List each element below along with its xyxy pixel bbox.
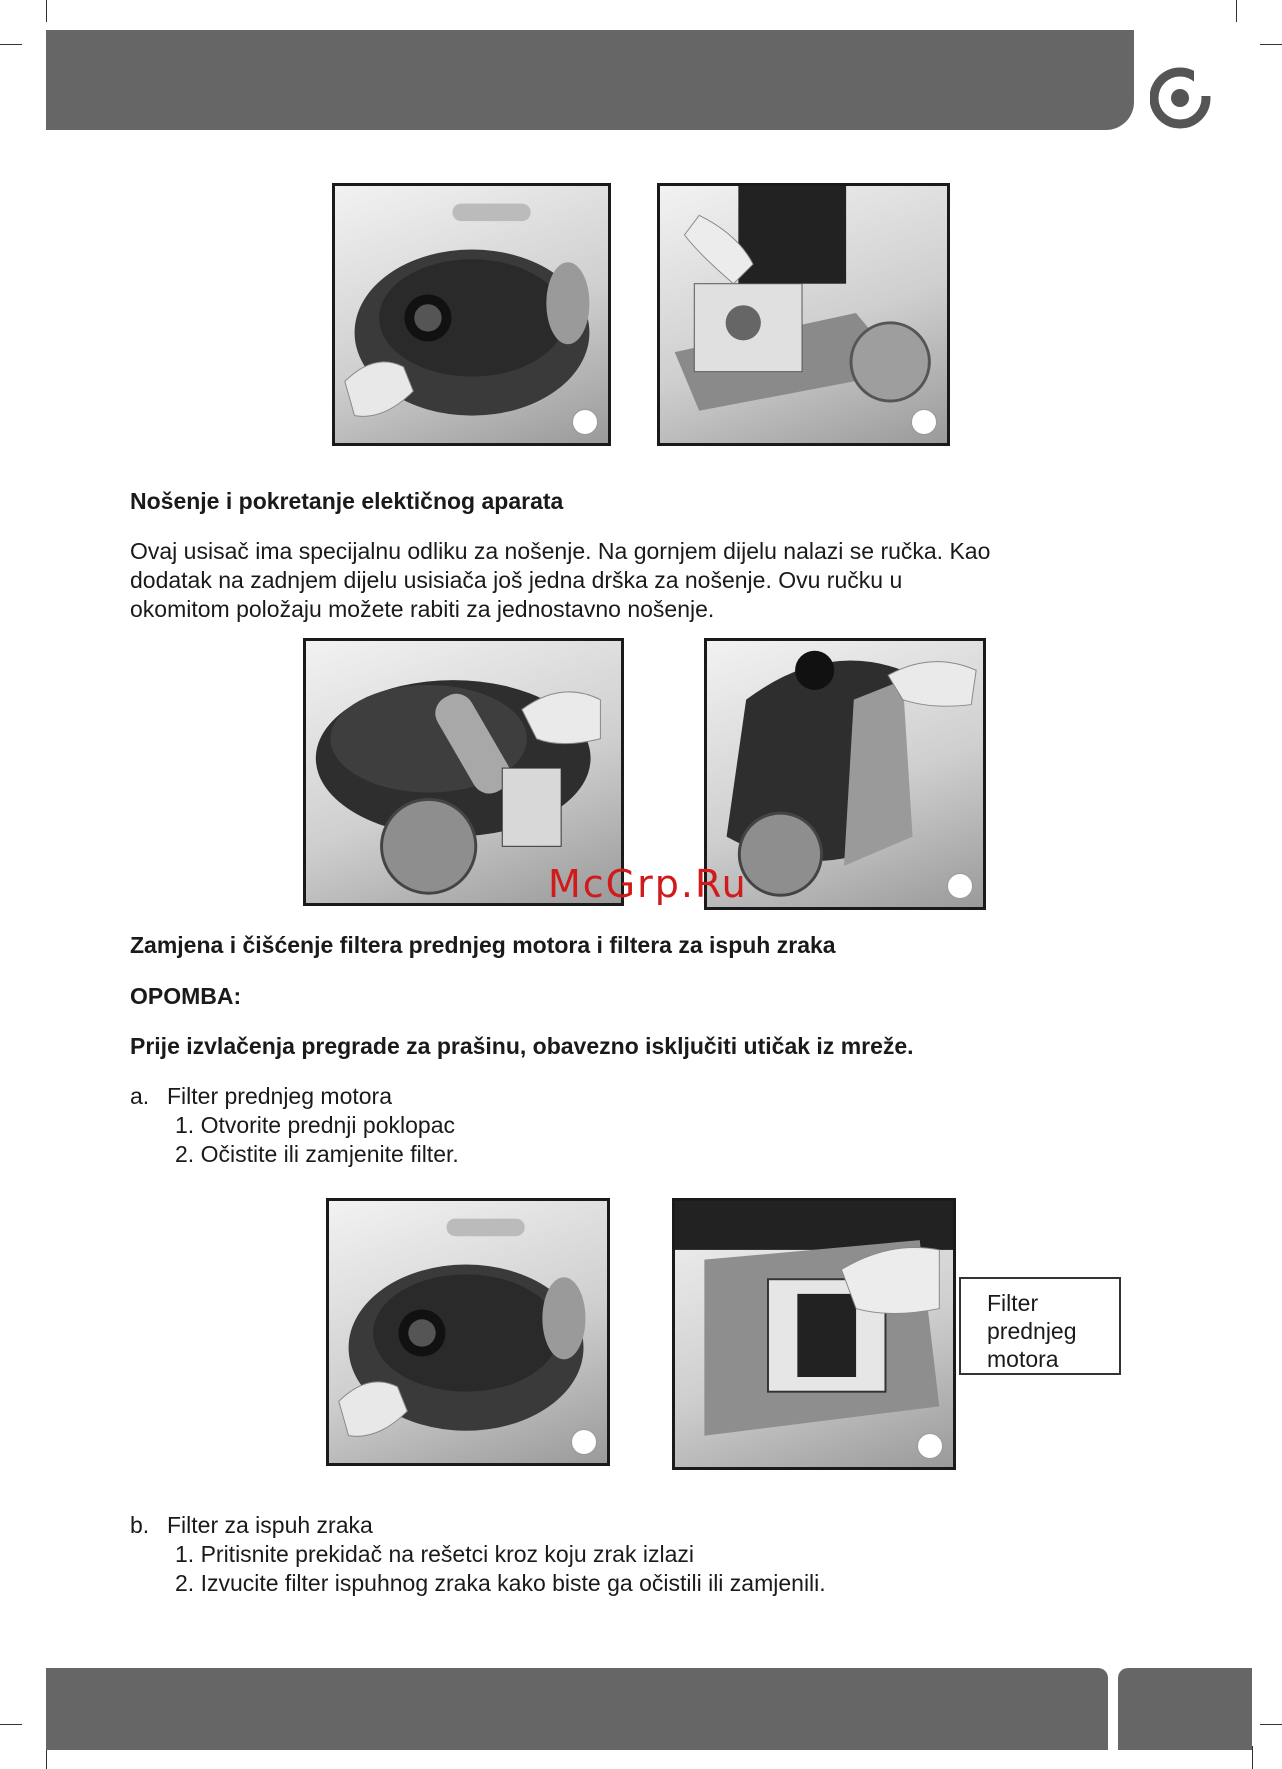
list-item-title: Filter za ispuh zraka [167,1512,373,1538]
step-dot [571,1429,597,1455]
section-paragraph [130,537,1110,624]
header-bar [46,30,1134,130]
crop-mark [1260,44,1282,45]
list-marker: b. [130,1512,150,1538]
photo-open-cover [326,1198,610,1466]
photo-lift-front-cover [332,183,611,446]
paragraph-line: dodatak na zadnjem dijelu usisiača još jedna drška za nošenje. Ovu ručku u [130,567,903,593]
section-heading: Zamjena i čišćenje filtera prednjeg motora i filtera za ispuh zraka [130,932,836,958]
footer-bar [46,1668,1108,1750]
list-step: 1. Pritisnite prekidač na rešetci kroz koju zrak izlazi [175,1541,694,1567]
section-heading: Nošenje i pokretanje elektičnog aparata [130,488,564,514]
warning-text: Prije izvlačenja pregrade za prašinu, obavezno isključiti utičak iz mreže. [130,1033,914,1059]
crop-mark [46,0,47,22]
photo-front-motor-filter [672,1198,956,1470]
crop-mark [0,1724,22,1725]
crop-mark [1252,1746,1253,1769]
crop-mark [0,44,22,45]
crop-mark [1260,1724,1282,1725]
page-number-tab [1118,1668,1252,1750]
step-dot [572,409,598,435]
step-dot [917,1433,943,1459]
step-dot [911,409,937,435]
step-dot [947,873,973,899]
callout-line: Filter [987,1290,1039,1316]
note-label: OPOMBA: [130,983,242,1009]
photo-dust-bag [657,183,950,446]
paragraph-line: okomitom položaju možete rabiti za jednostavno nošenje. [130,596,715,622]
list-marker: a. [130,1083,150,1109]
list-item-title: Filter prednjeg motora [167,1083,392,1109]
paragraph-line: Ovaj usisač ima specijalnu odliku za nošenje. Na gornjem dijelu nalazi se ručka. Kao [130,538,991,564]
brand-logo-icon [1150,66,1222,130]
callout-line: prednjeg [987,1318,1077,1344]
filter-callout-box [959,1277,1121,1375]
list-step: 1. Otvorite prednji poklopac [175,1112,455,1138]
list-step: 2. Očistite ili zamjenite filter. [175,1141,459,1167]
watermark: McGrp.Ru [548,862,748,906]
callout-line: motora [987,1346,1059,1372]
list-step: 2. Izvucite filter ispuhnog zraka kako biste ga očistili ili zamjenili. [175,1570,826,1596]
crop-mark [1236,0,1237,22]
